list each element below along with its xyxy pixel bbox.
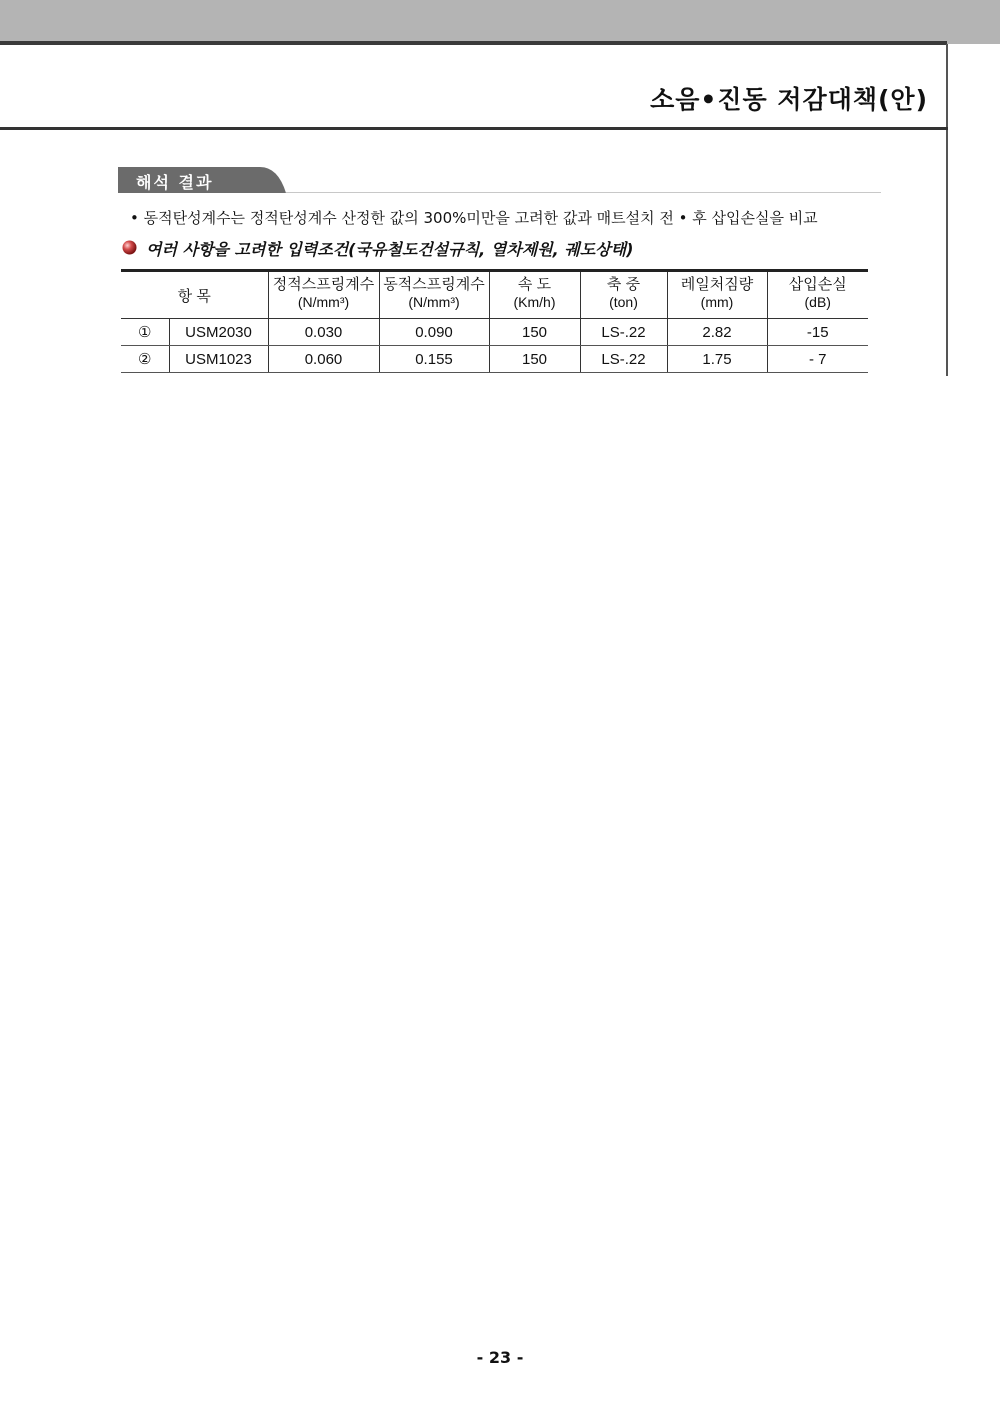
row-model: USM2030	[169, 319, 268, 346]
section-tab	[118, 167, 286, 193]
top-dark-rule	[0, 41, 947, 45]
table-cell: 2.82	[667, 319, 767, 346]
spec-table	[121, 269, 868, 373]
table-row	[121, 346, 868, 373]
bullet-text: 여러 사항을 고려한 입력조건(국유철도건설규칙, 열차제원, 궤도상태)	[146, 240, 634, 259]
row-number: ②	[121, 346, 169, 373]
table-cell: -15	[767, 319, 868, 346]
table-row	[121, 319, 868, 346]
table-cell: 0.090	[379, 319, 489, 346]
table-cell: 150	[489, 346, 580, 373]
col-header-name: 삽입손실	[767, 271, 868, 295]
table-cell: 1.75	[667, 346, 767, 373]
page-number: - 23 -	[476, 1348, 524, 1367]
table-cell: 0.060	[268, 346, 379, 373]
header-rule	[0, 127, 948, 130]
col-header-name: 동적스프링계수	[379, 271, 489, 295]
col-header-name: 정적스프링계수	[268, 271, 379, 295]
section-label: 해석 결과	[136, 173, 214, 192]
section-rule	[286, 192, 881, 193]
note-text: • 동적탄성계수는 정적탄성계수 산정한 값의 300%미만을 고려한 값과 매트설치 전 • 후 삽입손실을 비교	[130, 209, 818, 227]
table-header-row	[121, 271, 868, 295]
red-ball-icon	[122, 240, 137, 255]
item-header: 항 목	[121, 271, 268, 319]
table-cell: LS-.22	[580, 319, 667, 346]
col-header-unit: (ton)	[580, 294, 667, 319]
col-header-name: 레일처짐량	[667, 271, 767, 295]
col-header-unit: (mm)	[667, 294, 767, 319]
top-gray-bar	[0, 0, 1000, 44]
table-cell: 0.155	[379, 346, 489, 373]
row-model: USM1023	[169, 346, 268, 373]
col-header-unit: (Km/h)	[489, 294, 580, 319]
table-cell: 0.030	[268, 319, 379, 346]
table-cell: LS-.22	[580, 346, 667, 373]
page-header-title: 소음•진동 저감대책(안)	[650, 85, 928, 114]
col-header-unit: (dB)	[767, 294, 868, 319]
col-header-unit: (N/mm³)	[379, 294, 489, 319]
col-header-unit: (N/mm³)	[268, 294, 379, 319]
table-cell: 150	[489, 319, 580, 346]
col-header-name: 속 도	[489, 271, 580, 295]
row-number: ①	[121, 319, 169, 346]
col-header-name: 축 중	[580, 271, 667, 295]
right-margin-rule	[946, 44, 948, 376]
table-cell: - 7	[767, 346, 868, 373]
